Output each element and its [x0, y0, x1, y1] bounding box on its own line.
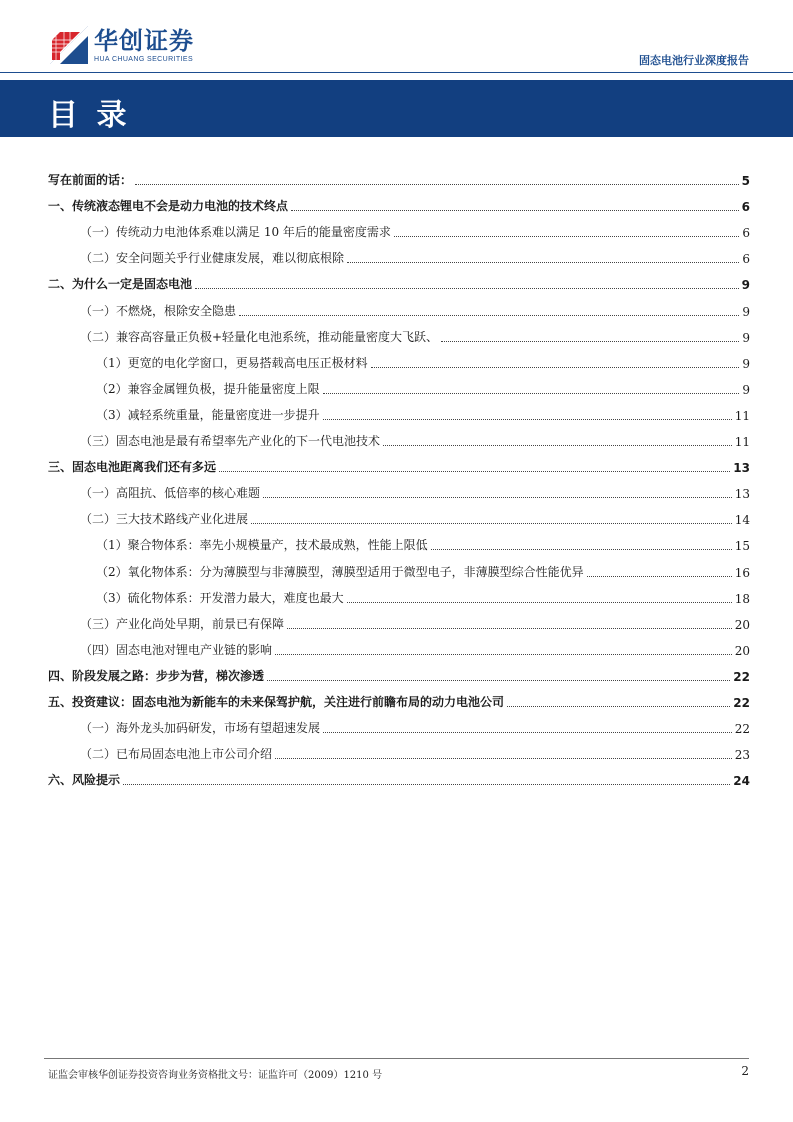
toc-entry-page: 9	[742, 356, 750, 371]
toc-entry-label: 五、投资建议：固态电池为新能车的未来保驾护航，关注进行前瞻布局的动力电池公司	[48, 694, 505, 709]
toc-entry[interactable]	[48, 403, 750, 429]
toc-entry[interactable]	[48, 168, 750, 194]
toc-entry-label: （二）三大技术路线产业化进展	[80, 512, 249, 527]
toc-entry-page: 18	[734, 591, 750, 606]
toc-entry-page: 16	[734, 565, 750, 580]
toc-leader-dots	[291, 210, 739, 211]
toc-leader-dots	[135, 184, 739, 185]
toc-leader-dots	[347, 262, 739, 263]
logo-english-name: HUA CHUANG SECURITIES	[94, 55, 194, 63]
toc-entry-page: 22	[733, 669, 750, 684]
logo-chinese-name: 华创证券	[94, 26, 194, 55]
toc-entry[interactable]	[48, 612, 750, 638]
toc-entry-label: （3）减轻系统重量，能量密度进一步提升	[96, 407, 320, 422]
toc-entry-label: （二）兼容高容量正负极+轻量化电池系统，推动能量密度大飞跃、	[80, 329, 439, 344]
toc-entry-page: 6	[742, 252, 750, 267]
toc-entry[interactable]	[48, 507, 750, 533]
toc-leader-dots	[275, 758, 732, 759]
toc-entry-label: 一、传统液态锂电不会是动力电池的技术终点	[48, 199, 289, 214]
toc-entry-page: 9	[742, 304, 750, 319]
toc-leader-dots	[251, 523, 732, 524]
page-number: 2	[741, 1064, 749, 1078]
toc-entry-page: 13	[734, 487, 750, 502]
toc-leader-dots	[275, 654, 732, 655]
toc-entry[interactable]	[48, 246, 750, 272]
toc-entry-label: 六、风险提示	[48, 773, 121, 788]
toc-entry-page: 9	[741, 278, 750, 293]
toc-entry-page: 22	[734, 722, 750, 737]
toc-entry[interactable]	[48, 429, 750, 455]
toc-entry[interactable]	[48, 351, 750, 377]
toc-entry[interactable]	[48, 377, 750, 403]
toc-entry[interactable]	[48, 298, 750, 324]
toc-entry[interactable]	[48, 716, 750, 742]
toc-entry-label: 写在前面的话：	[48, 173, 133, 188]
header-divider	[0, 72, 793, 73]
toc-entry-label: （一）海外龙头加码研发，市场有望超速发展	[80, 721, 321, 736]
toc-leader-dots	[394, 236, 739, 237]
footer-license-text: 证监会审核华创证券投资咨询业务资格批文号：证监许可（2009）1210 号	[48, 1070, 383, 1081]
toc-entry[interactable]	[48, 768, 750, 794]
toc-entry-page: 9	[742, 382, 750, 397]
toc-entry-page: 15	[734, 539, 750, 554]
toc-entry[interactable]	[48, 664, 750, 690]
logo	[50, 24, 194, 66]
toc-entry-page: 20	[734, 643, 750, 658]
toc-entry-label: （二）安全问题关乎行业健康发展，难以彻底根除	[80, 251, 345, 266]
toc-entry[interactable]	[48, 586, 750, 612]
toc-entry-label: 四、阶段发展之路：步步为营，梯次渗透	[48, 668, 265, 683]
toc-entry-label: （四）固态电池对锂电产业链的影响	[80, 642, 273, 657]
toc-entry-page: 11	[734, 435, 750, 450]
toc-entry-label: 三、固态电池距离我们还有多远	[48, 460, 217, 475]
toc-leader-dots	[323, 419, 732, 420]
toc-entry-label: （2）氧化物体系：分为薄膜型与非薄膜型，薄膜型适用于微型电子，非薄膜型综合性能优异	[96, 564, 584, 579]
toc-entry[interactable]	[48, 559, 750, 585]
toc-entry-page: 14	[734, 513, 750, 528]
toc-leader-dots	[587, 576, 732, 577]
toc-entry-page: 13	[733, 461, 750, 476]
title-banner	[0, 80, 793, 137]
toc-leader-dots	[383, 445, 732, 446]
toc-entry-label: （二）已布局固态电池上市公司介绍	[80, 747, 273, 762]
toc-entry[interactable]	[48, 481, 750, 507]
toc-entry-label: 二、为什么一定是固态电池	[48, 277, 193, 292]
toc-entry[interactable]	[48, 742, 750, 768]
table-of-contents	[48, 168, 750, 794]
toc-entry[interactable]	[48, 220, 750, 246]
toc-leader-dots	[323, 393, 740, 394]
toc-entry[interactable]	[48, 194, 750, 220]
toc-entry-label: （一）传统动力电池体系难以满足 10 年后的能量密度需求	[80, 225, 391, 240]
toc-entry-label: （一）不燃烧，根除安全隐患	[80, 303, 237, 318]
toc-entry[interactable]	[48, 455, 750, 481]
toc-entry-label: （三）固态电池是最有希望率先产业化的下一代电池技术	[80, 434, 381, 449]
toc-leader-dots	[347, 602, 732, 603]
toc-leader-dots	[219, 471, 730, 472]
toc-entry[interactable]	[48, 533, 750, 559]
toc-leader-dots	[441, 341, 739, 342]
toc-entry[interactable]	[48, 325, 750, 351]
toc-entry-page: 6	[742, 226, 750, 241]
toc-leader-dots	[371, 367, 740, 368]
toc-entry[interactable]	[48, 272, 750, 298]
toc-leader-dots	[123, 784, 730, 785]
logo-mark-icon	[50, 26, 88, 64]
toc-entry-page: 5	[741, 174, 750, 189]
toc-entry-label: （2）兼容金属锂负极，提升能量密度上限	[96, 381, 320, 396]
toc-entry-page: 9	[742, 330, 750, 345]
toc-leader-dots	[507, 706, 730, 707]
toc-entry-page: 22	[733, 695, 750, 710]
toc-entry-label: （3）硫化物体系：开发潜力最大，难度也最大	[96, 590, 344, 605]
toc-entry-page: 20	[734, 617, 750, 632]
page-title: 目 录	[48, 98, 131, 133]
toc-entry-label: （1）更宽的电化学窗口，更易搭载高电压正极材料	[96, 355, 368, 370]
toc-leader-dots	[239, 315, 739, 316]
toc-entry-label: （一）高阻抗、低倍率的核心难题	[80, 486, 261, 501]
toc-leader-dots	[287, 628, 732, 629]
toc-leader-dots	[263, 497, 732, 498]
toc-entry-page: 24	[733, 774, 750, 789]
toc-leader-dots	[267, 680, 730, 681]
toc-leader-dots	[431, 549, 732, 550]
toc-entry[interactable]	[48, 638, 750, 664]
footer-divider	[44, 1058, 749, 1059]
report-title: 固态电池行业深度报告	[639, 54, 749, 67]
toc-entry-page: 6	[741, 200, 750, 215]
toc-entry[interactable]	[48, 690, 750, 716]
toc-leader-dots	[195, 288, 739, 289]
toc-entry-label: （1）聚合物体系：率先小规模量产，技术最成熟，性能上限低	[96, 538, 428, 553]
toc-entry-page: 23	[734, 748, 750, 763]
toc-leader-dots	[323, 732, 732, 733]
toc-entry-page: 11	[734, 408, 750, 423]
toc-entry-label: （三）产业化尚处早期，前景已有保障	[80, 616, 285, 631]
